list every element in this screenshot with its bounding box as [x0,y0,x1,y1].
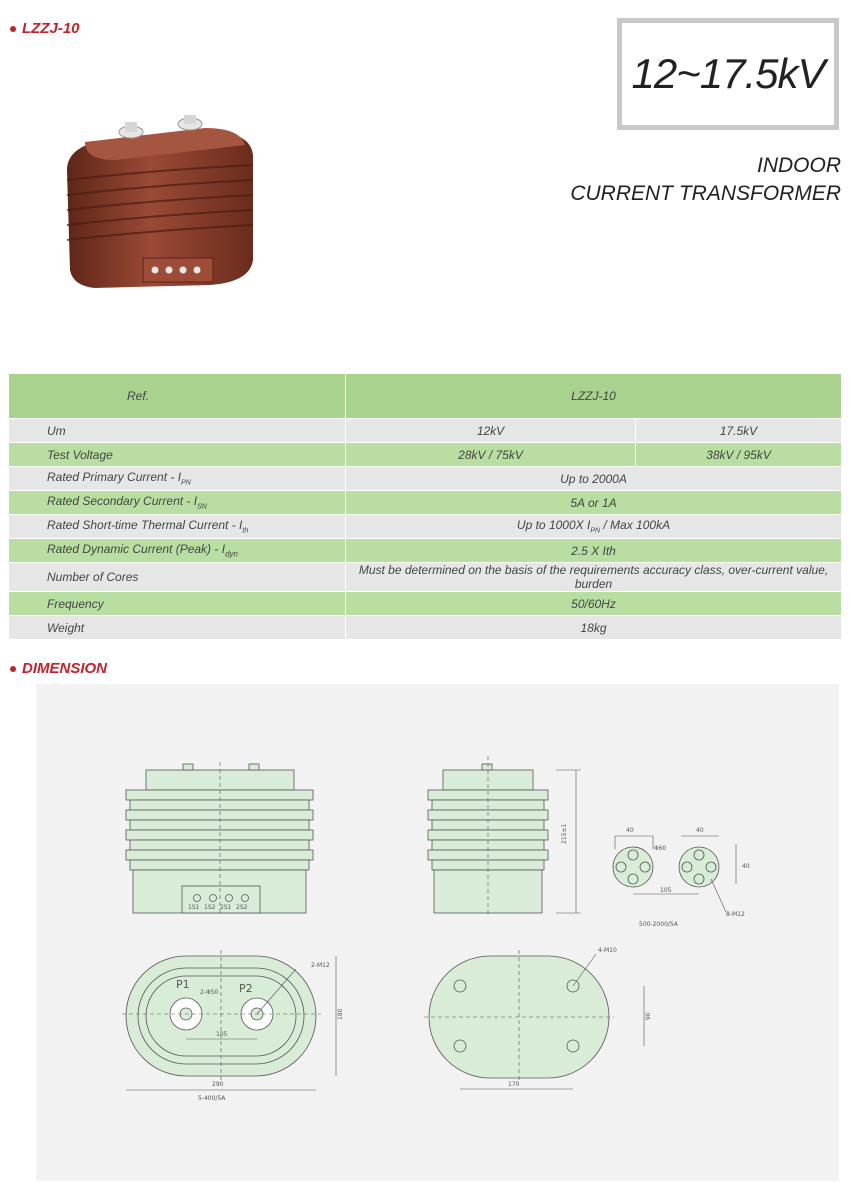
row-label: Rated Primary Current - $I_{PN}$ [9,467,346,491]
dim-170-label: 170 [508,1081,520,1088]
row-value: 12kV [346,419,636,443]
m12-label: 8-M12 [726,911,745,918]
ref-label: Ref. [9,374,346,419]
table-row [9,616,842,640]
dim-180-label: 180 [337,1008,344,1020]
row-label: Weight [9,616,346,640]
table-row [9,515,842,539]
dim-290-label: 290 [212,1081,224,1088]
table-row [9,592,842,616]
dim-40-label: 40 [696,827,704,834]
row-value: 18kg [346,616,842,640]
voltage-rating: 12~17.5kV [631,50,825,97]
terminal-label: 2S1 [220,904,232,911]
table-row [9,419,842,443]
row-value: 17.5kV [636,419,842,443]
p1-label: P1 [176,978,190,991]
row-label: Number of Cores [9,563,346,592]
row-value: 28kV / 75kV [346,443,636,467]
row-value: Up to 2000A [346,467,842,491]
dim-60-label: Φ60 [654,845,667,852]
table-row [9,491,842,515]
row-label: Rated Secondary Current - $I_{SN}$ [9,491,346,515]
bullet-icon [10,666,16,672]
p2-label: P2 [239,982,253,995]
product-subtitle [570,152,841,208]
dimension-drawing [36,684,839,1181]
model-heading [10,20,80,37]
row-label: Rated Dynamic Current (Peak) - $I_{dyn}$ [9,539,346,563]
m12-2-label: 2-M12 [311,962,330,969]
table-row [9,539,842,563]
dim-40-label: 40 [626,827,634,834]
dim-40-label: 40 [742,863,750,870]
row-label: Frequency [9,592,346,616]
table-row [9,563,842,592]
dim-105-label: 105 [660,887,672,894]
dim-50-label: 2-Φ50 [200,989,219,996]
row-value: 2.5 X Ith [346,539,842,563]
table-header-row [9,374,842,419]
dimension-heading [10,660,107,677]
row-value: Up to 1000X $I_{PN}$ / Max 100kA [346,515,842,539]
dim-90-label: 90 [645,1012,652,1020]
table-row [9,467,842,491]
terminal-label: 1S2 [204,904,216,911]
row-label: Um [9,419,346,443]
m10-label: 4-M10 [598,947,617,954]
side-height-label: 215±1 [561,823,568,844]
product-photo [55,110,265,295]
row-label: Test Voltage [9,443,346,467]
dimension-drawing-panel [36,684,839,1181]
terminal-label: 1S1 [188,904,200,911]
front-view-fins [126,790,313,870]
ref-value: LZZJ-10 [346,374,842,419]
model-name: LZZJ-10 [22,20,80,37]
ratio-right-label: 500-2000/5A [639,921,678,928]
table-row [9,443,842,467]
bullet-icon [10,26,16,32]
dim-105-label: 105 [216,1031,228,1038]
voltage-box [617,18,839,130]
row-value: 5A or 1A [346,491,842,515]
row-value: 38kV / 95kV [636,443,842,467]
row-label: Rated Short-time Thermal Current - $I_{th}$ [9,515,346,539]
spec-table [8,373,842,640]
row-value: Must be determined on the basis of the requirements accuracy class, over-current value, burden [346,563,842,592]
ratio-left-label: 5-400/5A [198,1095,226,1102]
dimension-title: DIMENSION [22,660,108,677]
subtitle-line-2: CURRENT TRANSFORMER [570,182,841,205]
terminal-label: 2S2 [236,904,248,911]
subtitle-line-1: INDOOR [757,154,841,177]
row-value: 50/60Hz [346,592,842,616]
